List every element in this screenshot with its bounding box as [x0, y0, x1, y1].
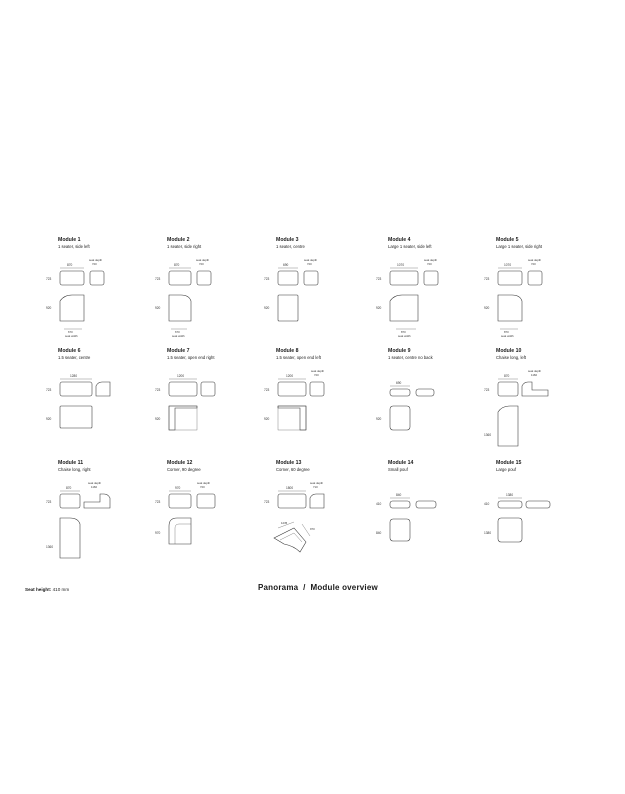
- module-subtitle: Corner, 90 degree: [167, 467, 201, 472]
- depth-label: seat depth: [528, 369, 542, 373]
- module-drawing: [376, 360, 456, 460]
- bottom-label: seat width: [172, 334, 185, 338]
- module-subtitle: Small pouf: [388, 467, 408, 472]
- seat-height-label: Seat height:: [25, 587, 52, 592]
- top-view-shape: [169, 406, 197, 430]
- width-dim: 690: [283, 263, 289, 267]
- front-view-shape: [60, 382, 92, 396]
- depth-val: 720: [200, 485, 205, 489]
- module-card-9: [376, 348, 498, 453]
- height-dim: 723: [264, 500, 270, 504]
- seat-height-value: 410 mm: [52, 587, 70, 592]
- top-view-shape: [498, 518, 522, 542]
- module-subtitle: Corner, 60 degree: [276, 467, 310, 472]
- module-title: Module 4: [388, 237, 411, 243]
- bottom-label: seat width: [398, 334, 411, 338]
- width-dim: 970: [175, 486, 181, 490]
- side-view-shape: [96, 382, 110, 396]
- height-dim: 723: [46, 388, 52, 392]
- depth-label: seat depth: [528, 258, 542, 262]
- height-dim: 723: [46, 500, 52, 504]
- module-drawing: [155, 360, 235, 460]
- length-dim: 920: [484, 306, 490, 310]
- module-subtitle: Chaise long, right: [58, 467, 91, 472]
- page-title: [258, 583, 378, 592]
- module-title: Module 10: [496, 348, 522, 354]
- front-view-shape: [278, 271, 298, 285]
- bottom-dim: 870: [504, 330, 509, 334]
- module-title: Module 2: [167, 237, 190, 243]
- module-drawing: [46, 360, 126, 460]
- top-view-shape: [390, 295, 418, 321]
- width-dim: 870: [174, 263, 180, 267]
- module-drawing: [155, 249, 235, 349]
- depth-label: seat depth: [197, 481, 211, 485]
- length-dim: 920: [46, 306, 52, 310]
- module-subtitle: 1 seater, side right: [167, 244, 202, 249]
- module-subtitle: Large pouf: [496, 467, 517, 472]
- depth-val: 720: [307, 262, 312, 266]
- module-title: Module 12: [167, 460, 193, 466]
- side-view-shape: [90, 271, 104, 285]
- module-drawing: [484, 360, 564, 460]
- bottom-dim: 670: [68, 330, 73, 334]
- top-view-shape: [498, 295, 522, 321]
- module-card-12: [155, 460, 277, 565]
- depth-val: 1160: [91, 485, 98, 489]
- top-view-shape: [498, 406, 518, 446]
- height-dim: 723: [155, 277, 161, 281]
- width-dim: 840: [396, 493, 402, 497]
- module-subtitle: 1.5 seater, open end left: [276, 355, 321, 360]
- module-card-4: [376, 237, 498, 342]
- side-view-shape: [197, 271, 211, 285]
- top-view-shape: [274, 528, 306, 552]
- module-card-5: [484, 237, 606, 342]
- length-dim: 920: [376, 417, 382, 421]
- height-dim: 723: [484, 277, 490, 281]
- module-title: Module 14: [388, 460, 414, 466]
- front-view-shape: [60, 494, 80, 508]
- module-subtitle: 1.5 seater, open end right: [167, 355, 215, 360]
- module-drawing: [264, 360, 344, 460]
- depth-val: 720: [199, 262, 204, 266]
- depth-val: 720: [314, 373, 319, 377]
- length-dim: 840: [376, 531, 382, 535]
- top-view-shape: [60, 518, 80, 558]
- module-card-6: [46, 348, 168, 453]
- length-dim: 920: [155, 306, 161, 310]
- module-subtitle: Large 1 seater, side right: [496, 244, 543, 249]
- length-dim: 1380: [484, 531, 492, 535]
- module-drawing: [484, 249, 564, 349]
- width-dim: 870: [67, 263, 73, 267]
- front-view-shape: [498, 501, 522, 508]
- front-view-shape: [390, 501, 410, 508]
- bottom-dim: 870: [401, 330, 406, 334]
- module-subtitle: 1.5 seater, centre: [58, 355, 91, 360]
- side-view-shape: [528, 271, 542, 285]
- depth-val: 710: [313, 485, 318, 489]
- module-card-11: [46, 460, 168, 565]
- height-dim: 410: [376, 502, 382, 506]
- depth-label: seat depth: [304, 258, 318, 262]
- module-drawing: [46, 472, 126, 572]
- depth-label: seat depth: [88, 481, 102, 485]
- side-view-shape: [310, 382, 324, 396]
- side-view-shape: [84, 494, 110, 508]
- top-view-shape: [60, 406, 92, 428]
- top-view-shape: [169, 295, 191, 321]
- module-card-1: [46, 237, 168, 342]
- length-dim: 970: [155, 531, 161, 535]
- width-dim: 690: [396, 381, 402, 385]
- length-dim: 1360: [46, 545, 54, 549]
- depth-label: seat depth: [311, 369, 325, 373]
- depth-label: seat depth: [89, 258, 103, 262]
- front-view-shape: [498, 271, 522, 285]
- module-title: Module 8: [276, 348, 299, 354]
- module-card-7: [155, 348, 277, 453]
- side-view-shape: [304, 271, 318, 285]
- depth-label: seat depth: [310, 481, 324, 485]
- module-title: Module 5: [496, 237, 519, 243]
- module-subtitle: Chaise long, left: [496, 355, 527, 360]
- length-dim: 920: [264, 306, 270, 310]
- diag-dim-a: 1235: [281, 521, 288, 525]
- module-title: Module 13: [276, 460, 302, 466]
- top-view-shape: [390, 519, 410, 541]
- bottom-label: seat width: [501, 334, 514, 338]
- side-view-shape: [416, 501, 436, 508]
- top-view-shape: [278, 295, 298, 321]
- side-view-shape: [197, 494, 215, 508]
- top-view-shape: [390, 406, 410, 430]
- height-dim: 723: [264, 277, 270, 281]
- front-view-shape: [498, 382, 518, 396]
- module-card-3: [264, 237, 386, 342]
- module-title: Module 6: [58, 348, 81, 354]
- module-drawing: [264, 472, 344, 572]
- width-dim: 870: [504, 374, 510, 378]
- module-title: Module 11: [58, 460, 84, 466]
- module-card-13: [264, 460, 386, 565]
- module-drawing: [376, 472, 456, 572]
- module-card-2: [155, 237, 277, 342]
- module-drawing: [376, 249, 456, 349]
- height-dim: 723: [155, 500, 161, 504]
- side-view-shape: [201, 382, 215, 396]
- module-card-8: [264, 348, 386, 453]
- bottom-dim: 670: [175, 330, 180, 334]
- front-view-shape: [278, 382, 306, 396]
- bottom-label: seat width: [65, 334, 78, 338]
- title-separator: /: [303, 583, 306, 592]
- depth-val: 1160: [531, 373, 538, 377]
- height-dim: 723: [376, 277, 382, 281]
- diag-dim-b: 970: [310, 527, 315, 531]
- side-view-shape: [310, 494, 324, 508]
- module-subtitle: 1 seater, centre: [276, 244, 305, 249]
- module-card-10: [484, 348, 606, 453]
- width-dim: 1200: [177, 374, 185, 378]
- front-view-shape: [169, 494, 191, 508]
- width-dim: 1070: [397, 263, 405, 267]
- depth-label: seat depth: [196, 258, 210, 262]
- height-dim: 723: [264, 388, 270, 392]
- width-dim: 1070: [504, 263, 512, 267]
- seat-height-note: [25, 587, 69, 592]
- front-view-shape: [278, 494, 306, 508]
- width-dim: 1800: [286, 486, 294, 490]
- module-card-15: [484, 460, 606, 565]
- module-title: Module 9: [388, 348, 411, 354]
- top-view-shape: [278, 406, 306, 430]
- depth-val: 720: [531, 262, 536, 266]
- front-view-shape: [390, 389, 410, 396]
- height-dim: 723: [46, 277, 52, 281]
- module-title: Module 3: [276, 237, 299, 243]
- width-dim: 1380: [506, 493, 514, 497]
- module-drawing: [155, 472, 235, 572]
- height-dim: 723: [155, 388, 161, 392]
- module-subtitle: Large 1 seater, side left: [388, 244, 432, 249]
- height-dim: 723: [484, 388, 490, 392]
- front-view-shape: [60, 271, 84, 285]
- height-dim: 410: [484, 502, 490, 506]
- module-drawing: [46, 249, 126, 349]
- length-dim: 1360: [484, 433, 492, 437]
- depth-label: seat depth: [424, 258, 438, 262]
- module-title: Module 7: [167, 348, 190, 354]
- module-title: Module 1: [58, 237, 81, 243]
- length-dim: 920: [155, 417, 161, 421]
- length-dim: 920: [46, 417, 52, 421]
- depth-val: 720: [427, 262, 432, 266]
- module-subtitle: 1 seater, side left: [58, 244, 90, 249]
- top-view-shape: [60, 295, 84, 321]
- side-view-shape: [424, 271, 438, 285]
- top-view-shape: [169, 518, 191, 544]
- side-view-shape: [522, 382, 548, 396]
- module-drawing: [484, 472, 564, 572]
- module-drawing: [264, 249, 344, 349]
- side-view-shape: [416, 389, 434, 396]
- width-dim: 1200: [286, 374, 294, 378]
- section-name: Module overview: [310, 583, 378, 592]
- module-card-14: [376, 460, 498, 565]
- width-dim: 1280: [70, 374, 78, 378]
- length-dim: 920: [264, 417, 270, 421]
- front-view-shape: [169, 271, 191, 285]
- module-subtitle: 1 seater, centre no back: [388, 355, 433, 360]
- length-dim: 920: [376, 306, 382, 310]
- front-view-shape: [390, 271, 418, 285]
- module-title: Module 15: [496, 460, 522, 466]
- width-dim: 870: [66, 486, 72, 490]
- front-view-shape: [169, 382, 197, 396]
- side-view-shape: [526, 501, 550, 508]
- brand-name: Panorama: [258, 583, 299, 592]
- depth-val: 720: [92, 262, 97, 266]
